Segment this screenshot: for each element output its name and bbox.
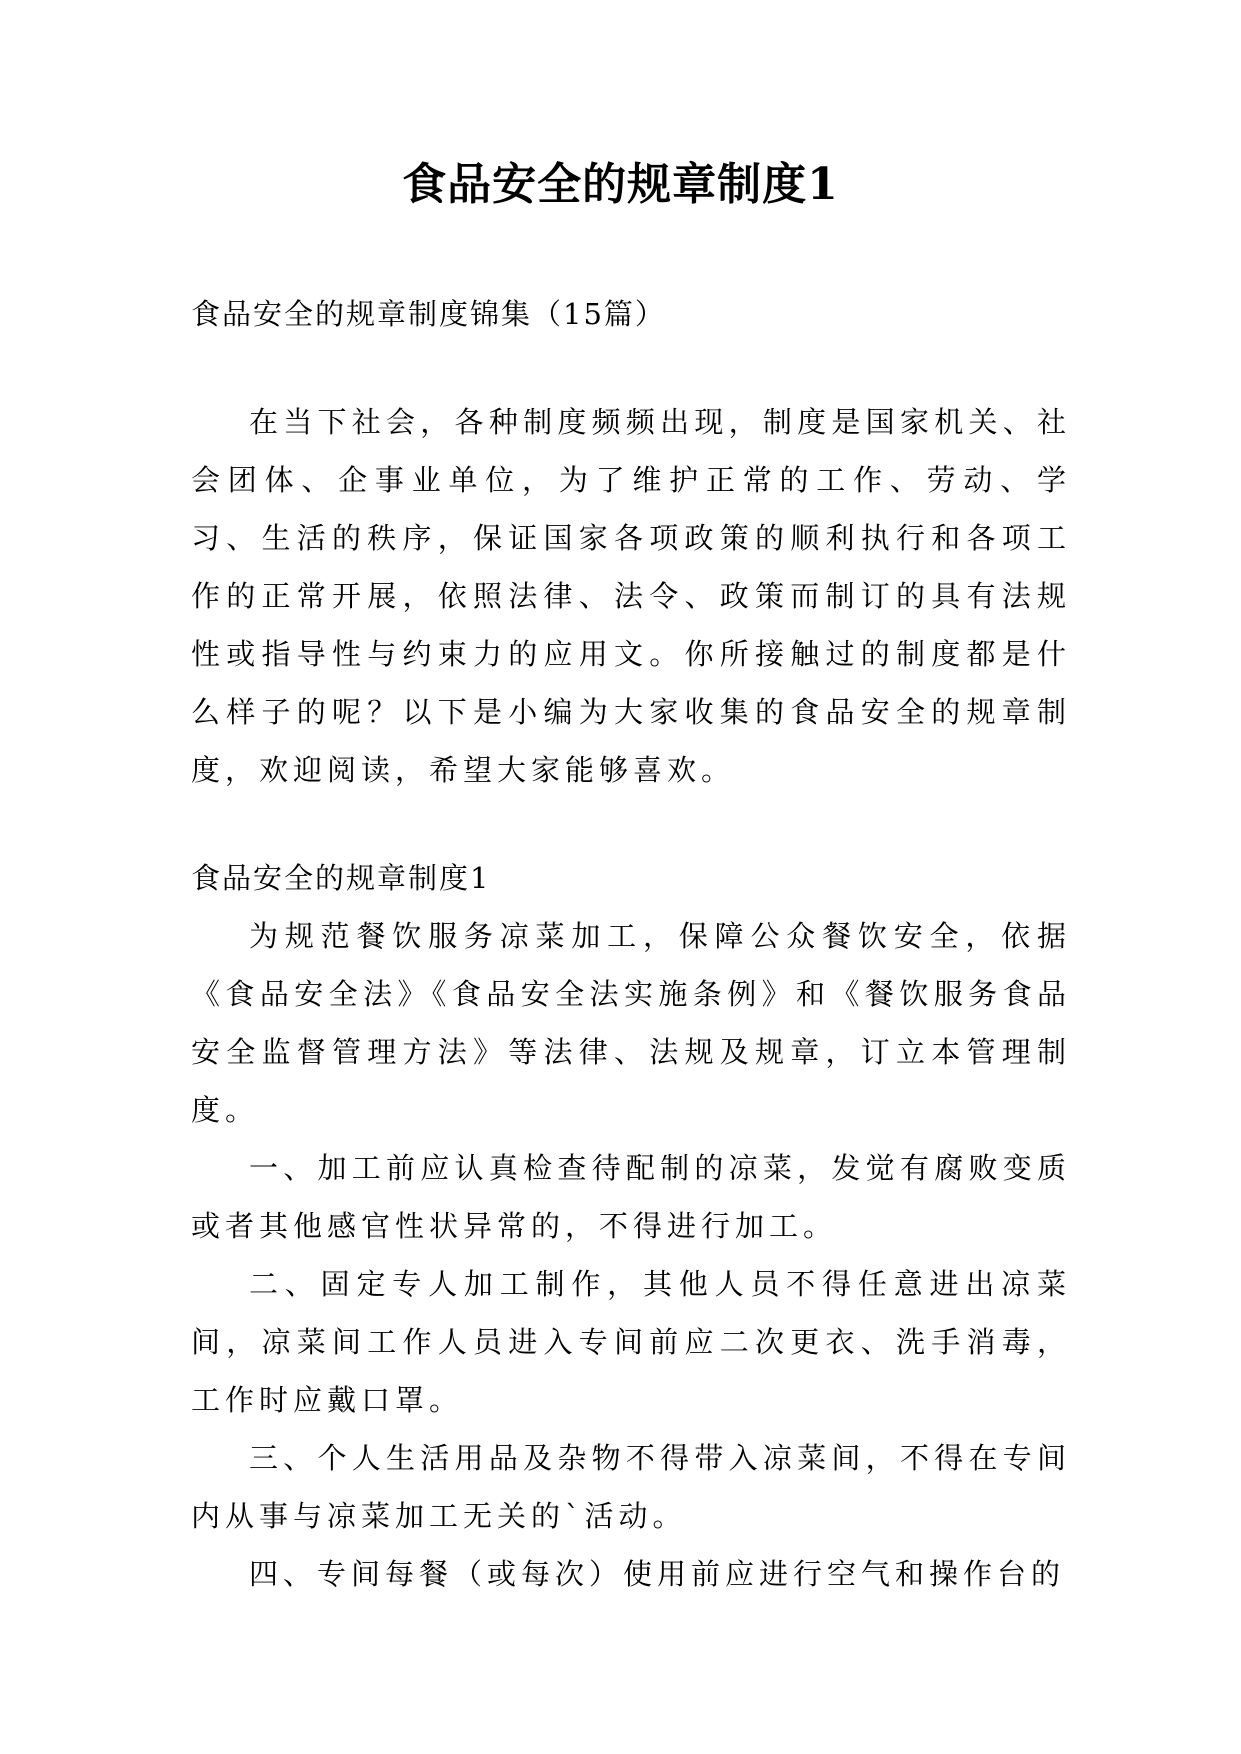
section-heading: 食品安全的规章制度1 [191, 861, 491, 895]
body-paragraph: 三、个人生活用品及杂物不得带入凉菜间，不得在专间内从事与凉菜加工无关的`活动。 [191, 1441, 1071, 1533]
body-paragraph: 一、加工前应认真检查待配制的凉菜，发觉有腐败变质或者其他感官性状异常的，不得进行加工。 [191, 1151, 1071, 1243]
intro-paragraph: 在当下社会，各种制度频频出现，制度是国家机关、社会团体、企事业单位，为了维护正常的工作、劳动、学习、生活的秩序，保证国家各项政策的顺利执行和各项工作的正常开展，依照法律、法令、政策而制订的具有法规性或指导性与约束力的应用文。你所接触过的制度都是什么样子的呢？以下是小编为大家收集的食品安全的规章制度，欢迎阅读，希望大家能够喜欢。 [191, 405, 1071, 787]
body-paragraph: 四、专间每餐（或每次）使用前应进行空气和操作台的 [249, 1557, 1066, 1591]
body-paragraph: 为规范餐饮服务凉菜加工，保障公众餐饮安全，依据《食品安全法》《食品安全法实施条例》和《餐饮服务食品安全监督管理方法》等法律、法规及规章，订立本管理制度。 [191, 919, 1071, 1127]
document-title: 食品安全的规章制度1 [402, 159, 839, 210]
document-body [191, 285, 1071, 1603]
document-subtitle: 食品安全的规章制度锦集（15篇） [191, 297, 666, 331]
body-paragraph: 二、固定专人加工制作，其他人员不得任意进出凉菜间，凉菜间工作人员进入专间前应二次更衣、洗手消毒，工作时应戴口罩。 [191, 1267, 1071, 1417]
